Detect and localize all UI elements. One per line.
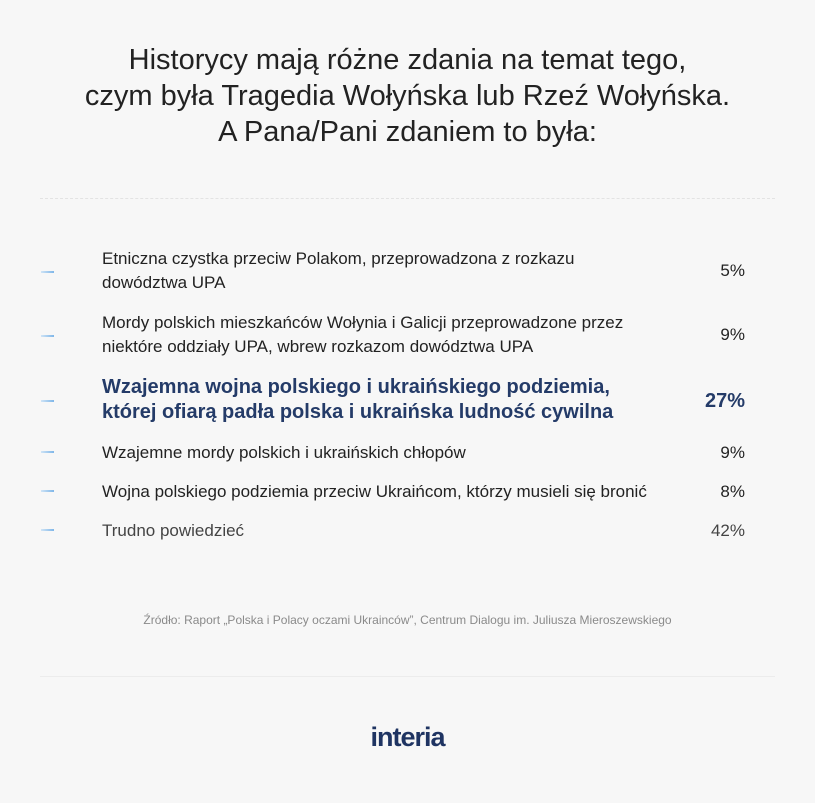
answer-percent: 9% bbox=[720, 443, 745, 462]
answer-label: Mordy polskich mieszkańców Wołynia i Galicji przeprowadzone przez niektóre oddziały UPA, wbrew rozkazom dowództwa UPA bbox=[102, 313, 624, 356]
row-marker bbox=[41, 335, 54, 337]
answer-percent: 42% bbox=[710, 521, 745, 540]
answer-label: Wzajemne mordy polskich i ukraińskich chłopów bbox=[102, 443, 466, 462]
row-marker bbox=[41, 529, 54, 531]
title-line-2: czym była Tragedia Wołyńska lub Rzeź Wołyńska. bbox=[84, 80, 731, 112]
answer-label: Trudno powiedzieć bbox=[102, 521, 245, 540]
answer-label: Wojna polskiego podziemia przeciw Ukraińcom, którzy musieli się bronić bbox=[102, 482, 647, 501]
title-line-3: A Pana/Pani zdaniem to była: bbox=[218, 116, 597, 148]
row-marker bbox=[41, 271, 54, 273]
answer-label: Etniczna czystka przeciw Polakom, przeprowadzona z rozkazu dowództwa UPA bbox=[102, 249, 575, 292]
row-marker bbox=[41, 400, 54, 402]
answer-percent: 5% bbox=[720, 261, 745, 280]
top-divider bbox=[40, 198, 775, 199]
title-line-1: Historycy mają różne zdania na temat tego, bbox=[128, 44, 687, 76]
answer-percent: 27% bbox=[704, 390, 745, 412]
bottom-divider bbox=[40, 676, 775, 677]
source-note: Źródło: Raport „Polska i Polacy oczami Ukrainców”, Centrum Dialogu im. Juliusza Mieroszewskiego bbox=[143, 613, 672, 627]
answer-percent: 8% bbox=[720, 482, 745, 501]
row-marker bbox=[41, 451, 54, 453]
answer-label: Wzajemna wojna polskiego i ukraińskiego podziemia, której ofiarą padła polska i ukraińska ludność cywilna bbox=[102, 376, 614, 423]
chart-title bbox=[0, 42, 815, 150]
row-marker bbox=[41, 490, 54, 492]
answer-percent: 9% bbox=[720, 325, 745, 344]
interia-logo[interactable]: interia bbox=[370, 722, 445, 752]
